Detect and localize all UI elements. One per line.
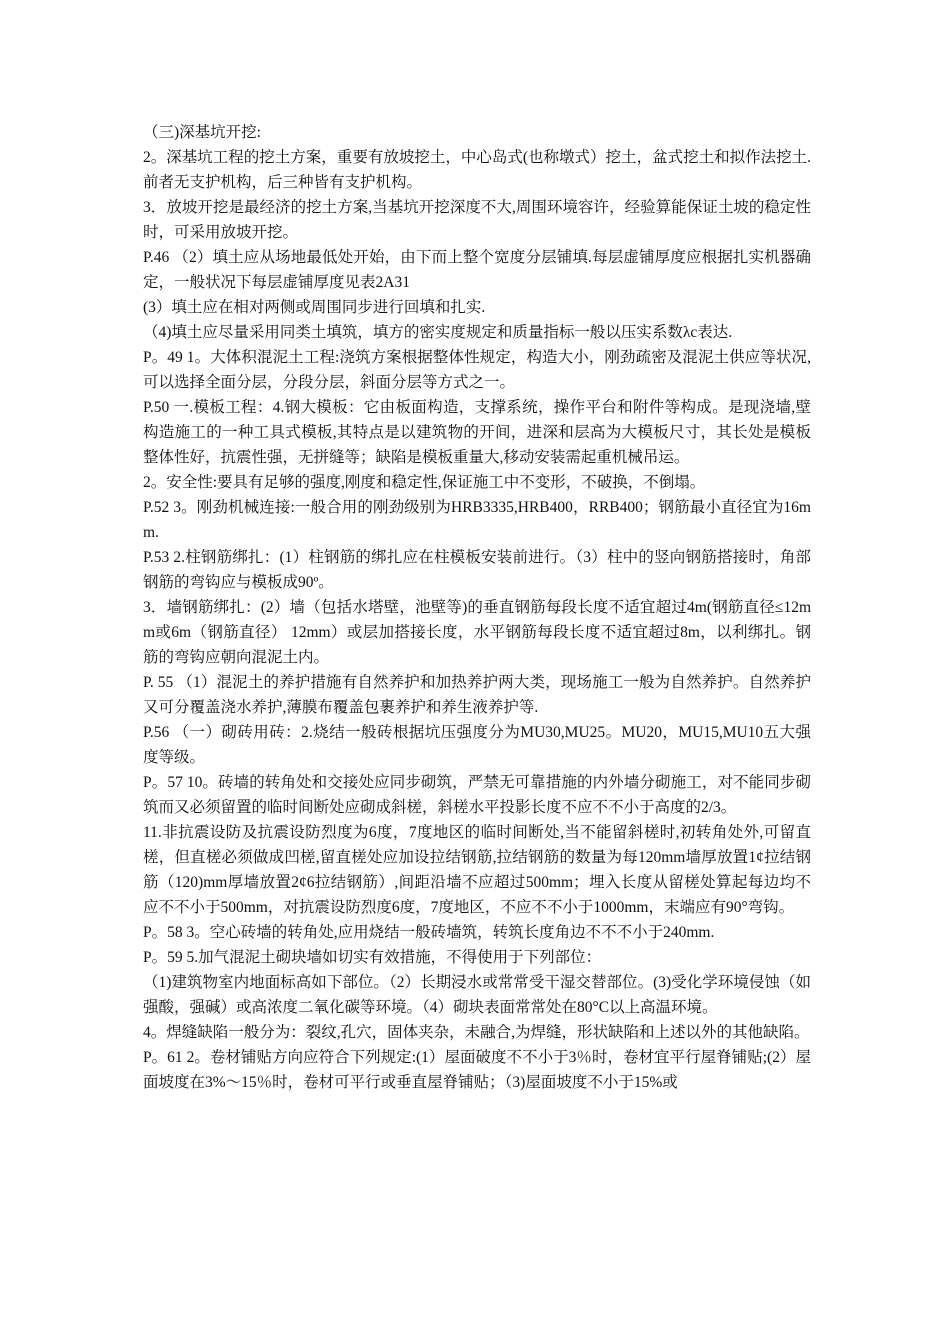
paragraph-slope-excavation: 3．放坡开挖是最经济的挖土方案,当基坑开挖深度不大,周围环境容许，经验算能保证土坡的稳定性时，可采用放坡开挖。	[143, 199, 811, 241]
paragraph-p57-brick-corners: P。57 10。砖墙的转角处和交接处应同步砌筑，严禁无可靠措施的内外墙分砌施工，对不能同步砌筑而又必须留置的临时间断处应砌成斜槎，斜槎水平投影长度不应不不小于高度的2/3。	[143, 774, 811, 816]
paragraph-p53-column-rebar: P.53 2.柱钢筋绑扎：(1）柱钢筋的绑扎应在柱模板安装前进行。（3）柱中的竖向钢筋搭接时，角部钢筋的弯钩应与模板成90º。	[143, 549, 811, 591]
document-page	[143, 120, 811, 1095]
paragraph-p59-aerated-block: P。59 5.加气混泥土砌块墙如切实有效措施，不得使用于下列部位：	[143, 949, 602, 966]
paragraph-p52-mechanical-connection: P.52 3。刚劲机械连接:一般合用的刚劲级别为HRB3335,HRB400，RRB400；钢筋最小直径宜为16mm.	[143, 499, 811, 541]
paragraph-excavation-schemes: 2。深基坑工程的挖土方案，重要有放坡挖土，中心岛式(也称墩式）挖土，盆式挖土和拟作法挖土.前者无支护机构，后三种皆有支护机构。	[143, 149, 811, 191]
paragraph-safety: 2。安全性:要具有足够的强度,刚度和稳定性,保证施工中不变形，不破换，不倒塌。	[143, 474, 706, 491]
paragraph-fill-both-sides: (3）填土应在相对两侧或周围同步进行回填和扎实.	[143, 299, 486, 316]
paragraph-wall-rebar: 3．墙钢筋绑扎：(2）墙（包括水塔壁，池壁等)的垂直钢筋每段长度不适宜超过4m(钢筋直径≤12mm或6m（钢筋直径） 12mm）或层加搭接长度，水平钢筋每段长度不适宜超过8m，以利绑扎。钢筋的弯钩应朝向混泥土内。	[143, 599, 811, 666]
paragraph-seismic-joints: 11.非抗震设防及抗震设防烈度为6度，7度地区的临时间断处,当不能留斜槎时,初转角处外,可留直槎，但直槎必须做成凹槎,留直槎处应加设拉结钢筋,拉结钢筋的数量为每120mm墙厚放置1¢拉结钢筋（120)mm厚墙放置2¢6拉结钢筋）,间距沿墙不应超过500mm；埋入长度从留槎处算起每边均不应不不小于500mm，对抗震设防烈度6度，7度地区，不应不不小于1000mm，末端应有90°弯钩。	[143, 824, 811, 916]
paragraph-p49-mass-concrete: P。49 1。大体积混泥土工程:浇筑方案根据整体性规定，构造大小，刚劲疏密及混泥土供应等状况,可以选择全面分层，分段分层，斜面分层等方式之一。	[143, 349, 811, 391]
paragraph-p58-hollow-brick: P。58 3。空心砖墙的转角处,应用烧结一般砖墙筑，转筑长度角边不不不小于240mm.	[143, 924, 715, 941]
paragraph-weld-defects: 4。焊缝缺陷一般分为：裂纹,孔穴，固体夹杂，未融合,为焊缝，形状缺陷和上述以外的其他缺陷。	[143, 1024, 810, 1041]
paragraph-p50-formwork: P.50 一.模板工程：4.钢大模板：它由板面构造，支撑系统，操作平台和附件等构成。是现浇墙,壁构造施工的一种工具式模板,其特点是以建筑物的开间，进深和层高为大模板尺寸，其长处是模板整体性好，抗震性强，无拼缝等；缺陷是模板重量大,移动安装需起重机械吊运。	[143, 399, 811, 466]
paragraph-block-restrictions: （1)建筑物室内地面标高如下部位。（2）长期浸水或常常受干湿交替部位。(3)受化学环境侵蚀（如强酸，强碱）或高浓度二氧化碳等环境。（4）砌块表面常常处在80°C以上高温环境。	[143, 974, 811, 1016]
paragraph-p55-curing: P. 55 （1）混泥土的养护措施有自然养护和加热养护两大类，现场施工一般为自然养护。自然养护又可分覆盖浇水养护,薄膜布覆盖包裹养护和养生液养护等.	[143, 674, 811, 716]
paragraph-p61-roofing: P。61 2。卷材铺贴方向应符合下列规定:(1）屋面破度不不小于3％时，卷材宜平行屋脊铺贴;(2）屋面坡度在3%～15％时，卷材可平行或垂直屋脊铺贴；（3)屋面坡度不小于15%或	[143, 1049, 811, 1091]
paragraph-p56-bricks: P.56 （一）砌砖用砖：2.烧结一般砖根据坑压强度分为MU30,MU25。MU20，MU15,MU10五大强度等级。	[143, 724, 811, 766]
paragraph-fill-same-soil: （4)填土应尽量采用同类土填筑，填方的密实度规定和质量指标一般以压实系数λc表达.	[143, 324, 733, 341]
paragraph-deep-foundation-heading: （三)深基坑开挖:	[143, 124, 261, 141]
paragraph-p46-fill: P.46 （2）填土应从场地最低处开始，由下而上整个宽度分层铺填.每层虚铺厚度应根据扎实机器确定，一般状况下每层虚铺厚度见表2A31	[143, 249, 811, 291]
